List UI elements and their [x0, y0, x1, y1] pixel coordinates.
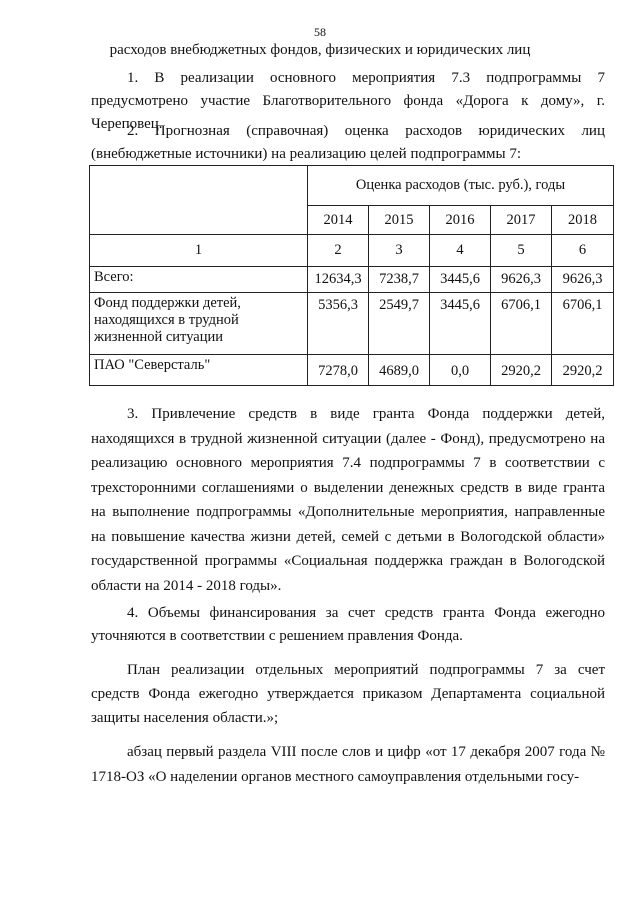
table-cell: 7278,0 [308, 355, 369, 386]
table-cell: 9626,3 [552, 267, 614, 293]
table-cell: 12634,3 [308, 267, 369, 293]
column-number: 5 [491, 235, 552, 267]
table-row [90, 355, 614, 386]
row-label: Фонд поддержки детей, находящихся в трудной жизненной ситуации [90, 293, 308, 355]
table-cell: 5356,3 [308, 293, 369, 355]
table-cell: 2920,2 [552, 355, 614, 386]
column-number: 3 [369, 235, 430, 267]
paragraph-1: 1. В реализации основного мероприятия 7.3 подпрограммы 7 предусмотрено участие Благотворительного фонда «Дорога к дому», г. Череповец. [91, 70, 605, 132]
table-cell: 2549,7 [369, 293, 430, 355]
table-cell: 4689,0 [369, 355, 430, 386]
year-header: 2017 [491, 206, 552, 235]
year-header: 2015 [369, 206, 430, 235]
table-corner-cell [90, 166, 308, 235]
paragraph-6: абзац первый раздела VIII после слов и цифр «от 17 декабря 2007 года № 1718-ОЗ «О наделении органов местного самоуправления отдельными госу- [91, 744, 605, 785]
year-header: 2016 [430, 206, 491, 235]
page-number: 58 [314, 25, 326, 39]
table-row [90, 267, 614, 293]
table-cell: 3445,6 [430, 267, 491, 293]
column-number: 4 [430, 235, 491, 267]
paragraph-3: 3. Привлечение средств в виде гранта Фонда поддержки детей, находящихся в трудной жизненной ситуации (далее - Фонд), предусмотрено на реализацию основного мероприятия 7.4 подпрограммы 7 в соответствии с трехсторонними соглашениями о выделении денежных средств в виде гранта на выполнение подпрограммы «Дополнительные мероприятия, направленные на повышение качества жизни детей, семей с детьми в Вологодской области» государственной программы «Социальная поддержка граждан в Вологодской области на 2014 - 2018 годы». [91, 406, 605, 594]
table-cell: 7238,7 [369, 267, 430, 293]
column-number: 6 [552, 235, 614, 267]
column-number: 1 [90, 235, 308, 267]
table-cell: 3445,6 [430, 293, 491, 355]
year-header: 2018 [552, 206, 614, 235]
table-cell: 9626,3 [491, 267, 552, 293]
section-heading-line: расходов внебюджетных фондов, физических и юридических лиц [109, 42, 531, 58]
table-cell: 6706,1 [491, 293, 552, 355]
paragraph-5: План реализации отдельных мероприятий подпрограммы 7 за счет средств Фонда ежегодно утверждается приказом Департамента социальной защиты населения области.»; [91, 662, 605, 726]
table-cell: 2920,2 [491, 355, 552, 386]
row-label: ПАО "Северсталь" [90, 355, 308, 386]
column-number: 2 [308, 235, 369, 267]
paragraph-4: 4. Объемы финансирования за счет средств гранта Фонда ежегодно уточняются в соответствии с решением правления Фонда. [91, 605, 605, 644]
table-group-header: Оценка расходов (тыс. руб.), годы [308, 166, 614, 206]
row-label: Всего: [90, 267, 308, 293]
table-cell: 6706,1 [552, 293, 614, 355]
table-row [90, 293, 614, 355]
year-header: 2014 [308, 206, 369, 235]
paragraph-2: 2. Прогнозная (справочная) оценка расходов юридических лиц (внебюджетные источники) на реализацию целей подпрограммы 7: [91, 123, 605, 162]
table-cell: 0,0 [430, 355, 491, 386]
expense-estimate-table [89, 165, 614, 386]
